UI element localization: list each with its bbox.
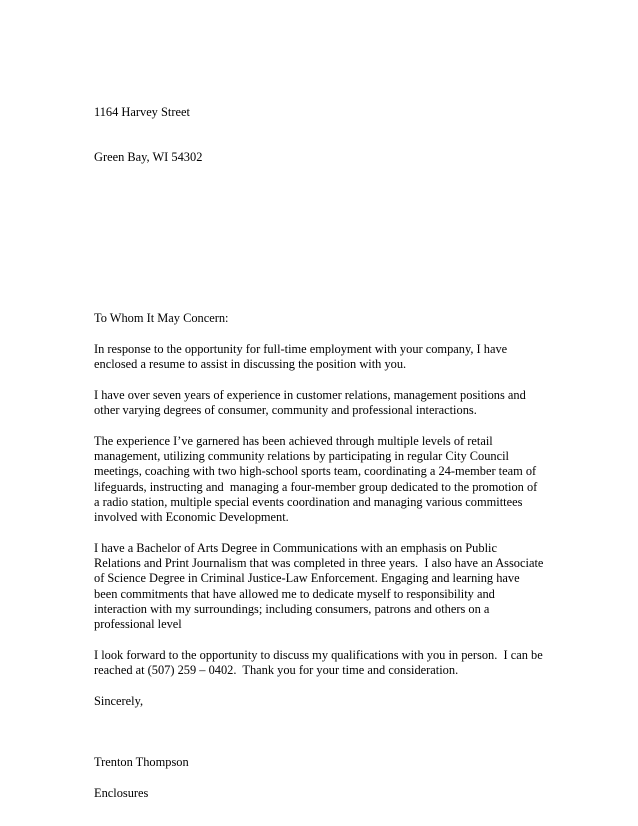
letter-body [94, 74, 547, 801]
paragraph-experience-detail: The experience I’ve garnered has been achieved through multiple levels of retail management, utilizing community relations by participating in regular City Council meetings, coaching with two high-school sports team, coordinating a 24-member team of lifeguards, instructing and managing a four-member group dedicated to the promotion of a radio station, multiple special events coordination and managing various committees involved with Economic Development. [94, 433, 541, 525]
salutation: To Whom It May Concern: [94, 311, 229, 326]
sender-address [94, 74, 544, 196]
paragraph-experience-summary: I have over seven years of experience in customer relations, management positions and other varying degrees of consumer, community and professional interactions. [94, 387, 529, 418]
spacer [94, 770, 544, 785]
closing-salutation: Sincerely, [94, 693, 144, 708]
spacer-signature-area [94, 709, 544, 755]
address-city-state-zip: Green Bay, WI 54302 [94, 150, 203, 165]
enclosures-note: Enclosures [94, 785, 149, 800]
address-street: 1164 Harvey Street [94, 104, 190, 119]
spacer [94, 373, 544, 388]
spacer-address-to-salutation [94, 196, 544, 311]
paragraph-education: I have a Bachelor of Arts Degree in Communications with an emphasis on Public Relations and Print Journalism that was completed in three years. I also have an Associate of Science Degree in Criminal Justice-Law Enforcement. Engaging and learning have been commitments that have allowed me to dedicate myself to responsibility and interaction with my surroundings; including consumers, patrons and others on a professional level [94, 540, 547, 632]
spacer [94, 418, 544, 433]
spacer [94, 633, 544, 648]
spacer [94, 526, 544, 541]
spacer [94, 679, 544, 694]
paragraph-closing-contact: I look forward to the opportunity to discuss my qualifications with you in person. I can be reached at (507) 259 – 0402. Thank you for your time and consideration. [94, 647, 546, 678]
paragraph-intro: In response to the opportunity for full-time employment with your company, I have enclosed a resume to assist in discussing the position with you. [94, 341, 511, 372]
signature-name: Trenton Thompson [94, 755, 189, 770]
spacer [94, 327, 544, 342]
